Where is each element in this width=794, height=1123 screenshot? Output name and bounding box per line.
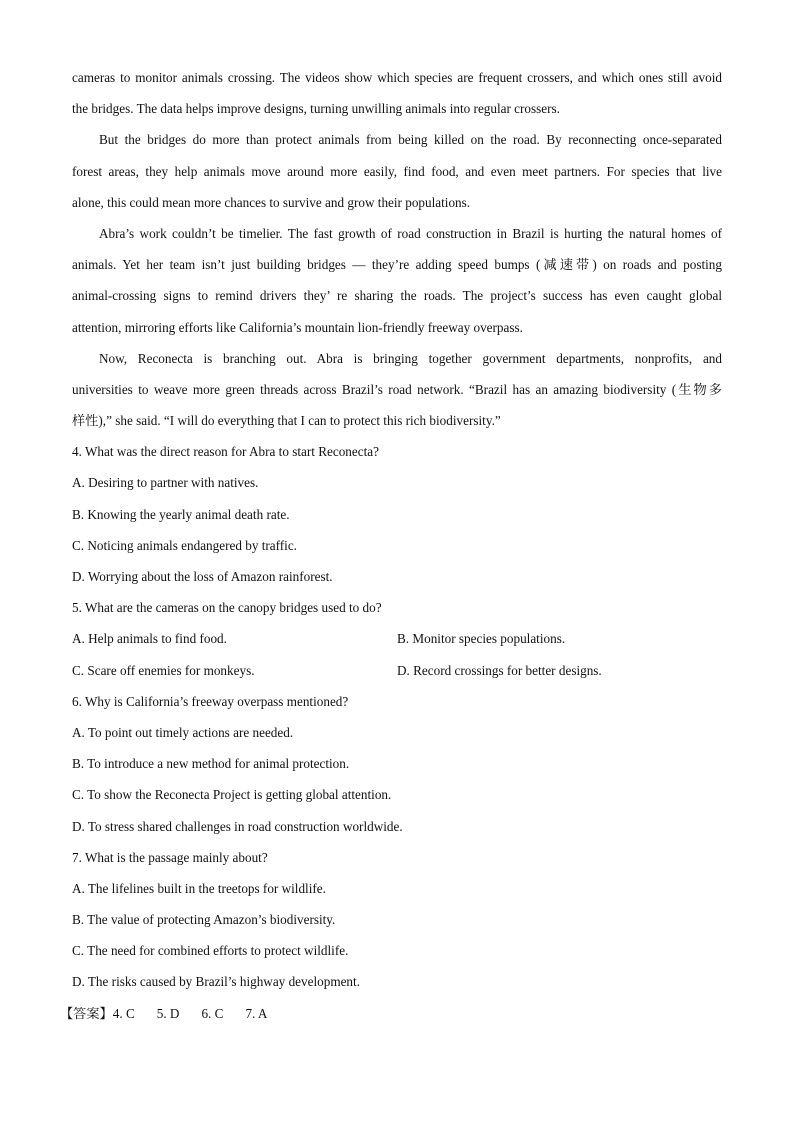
answer-option: C. Scare off enemies for monkeys. [72,662,255,678]
answer-option: B. To introduce a new method for animal protection. [72,756,350,772]
answer-key-item: 5. D [156,1005,180,1021]
question-stem: 4. What was the direct reason for Abra to start Reconecta? [72,444,379,460]
answer-option: D. To stress shared challenges in road construction worldwide. [72,818,403,834]
question-stem: 6. Why is California’s freeway overpass mentioned? [72,693,349,709]
answer-key-item: 4. C [112,1005,135,1021]
passage-line: cameras to monitor animals crossing. The videos show which species are frequent crossers, and which ones still avoid [72,70,722,85]
passage-line: Abra’s work couldn’t be timelier. The fast growth of road construction in Brazil is hurting the natural homes of [99,225,722,241]
answer-option: B. Monitor species populations. [397,631,566,647]
answer-option: A. Help animals to find food. [72,631,227,647]
question-4 [72,436,722,592]
passage-paragraph-3 [72,218,722,343]
document-content [60,62,722,1029]
answer-key [60,998,722,1029]
passage-line: attention, mirroring efforts like California’s mountain lion-friendly freeway overpass. [72,319,523,335]
answer-option: D. Worrying about the loss of Amazon rainforest. [72,569,333,584]
answer-option: C. To show the Reconecta Project is getting global attention. [72,787,392,803]
question-6 [72,686,722,842]
question-7 [72,842,722,998]
passage-paragraph-4 [72,343,722,437]
passage-line: animal-crossing signs to remind drivers they’ re sharing the roads. The project’s success has even caught global [72,288,722,304]
answer-key-label: 【答案】 [60,1005,113,1021]
answer-option: C. The need for combined efforts to protect wildlife. [72,943,349,959]
passage-paragraph-1 [72,62,722,124]
passage-line: But the bridges do more than protect animals from being killed on the road. By reconnecting once-separated [99,132,722,148]
answer-option: A. To point out timely actions are needed. [72,724,294,740]
passage-line: 样性),” she said. “I will do everything that I can to protect this rich biodiversity.” [72,413,501,429]
answer-option: A. The lifelines built in the treetops for wildlife. [72,880,326,896]
passage-paragraph-2 [72,124,722,218]
option-row [72,655,722,686]
answer-option: B. Knowing the yearly animal death rate. [72,506,290,522]
answer-key-item: 6. C [201,1005,224,1021]
answer-key-item: 7. A [245,1005,268,1021]
passage-line: universities to weave more green threads across Brazil’s road network. “Brazil has an amazing biodiversity (生物多 [72,381,722,397]
passage-line: Now, Reconecta is branching out. Abra is bringing together government departments, nonprofits, and [99,350,722,366]
passage-line: the bridges. The data helps improve designs, turning unwilling animals into regular crossers. [72,101,560,117]
question-5 [72,592,722,686]
passage-line: alone, this could mean more chances to survive and grow their populations. [72,194,471,210]
question-stem: 7. What is the passage mainly about? [72,849,268,865]
answer-option: D. Record crossings for better designs. [397,662,602,678]
passage-line: forest areas, they help animals move around more easily, find food, and even meet partners. For species that live [72,163,722,179]
passage-line: animals. Yet her team isn’t just building bridges — they’re adding speed bumps (减速带) on roads and posting [72,257,722,273]
answer-option: A. Desiring to partner with natives. [72,475,259,491]
answer-option: B. The value of protecting Amazon’s biodiversity. [72,912,336,928]
option-row [72,623,722,654]
question-stem: 5. What are the cameras on the canopy bridges used to do? [72,600,382,616]
answer-option: C. Noticing animals endangered by traffic. [72,537,297,553]
answer-option: D. The risks caused by Brazil’s highway development. [72,974,360,990]
